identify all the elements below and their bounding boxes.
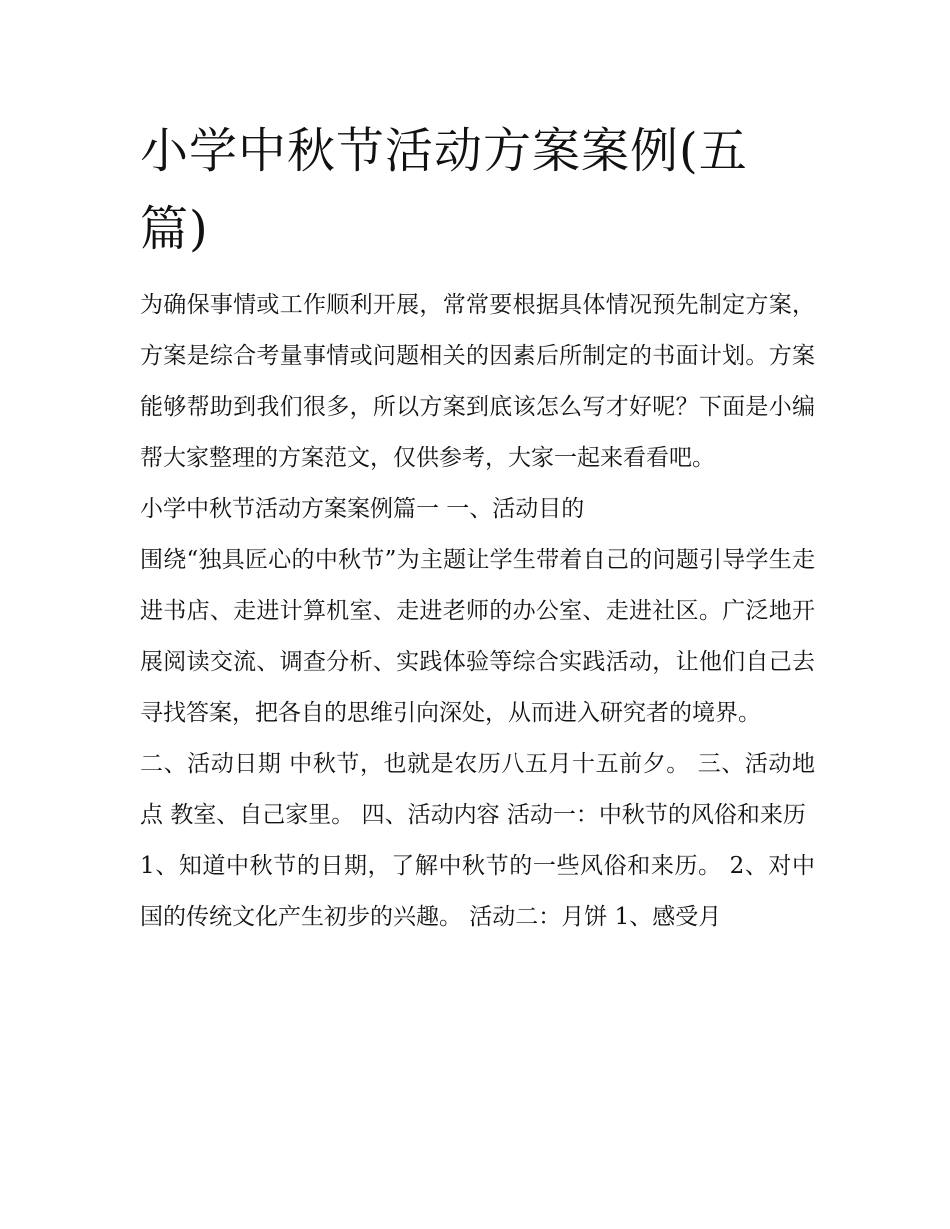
activity-goal-paragraph: 围绕“独具匠心的中秋节”为主题让学生带着自己的问题引导学生走进书店、走进计算机室、走进老师的办公室、走进社区。广泛地开展阅读交流、调查分析、实践体验等综合实践活动，让他们自己去寻找答案，把各自的思维引向深处，从而进入研究者的境界。 — [140, 547, 815, 726]
section-one-heading: 小学中秋节活动方案案例篇一 一、活动目的 — [140, 496, 585, 522]
activity-content-paragraph: 1、知道中秋节的日期，了解中秋节的一些风俗和来历。 2、对中国的传统文化产生初步的兴趣。 活动二：月饼 1、感受月 — [140, 853, 815, 930]
intro-paragraph: 为确保事情或工作顺利开展，常常要根据具体情况预先制定方案，方案是综合考量事情或问题相关的因素后所制定的书面计划。方案能够帮助到我们很多，所以方案到底该怎么写才好呢？下面是小编帮大家整理的方案范文，仅供参考，大家一起来看看吧。 — [140, 292, 815, 471]
activity-details-paragraph: 二、活动日期 中秋节，也就是农历八五月十五前夕。 三、活动地点 教室、自己家里。 四、活动内容 活动一：中秋节的风俗和来历 — [140, 751, 815, 828]
document-page — [140, 112, 815, 943]
document-title: 小学中秋节活动方案案例(五篇) — [140, 123, 748, 257]
